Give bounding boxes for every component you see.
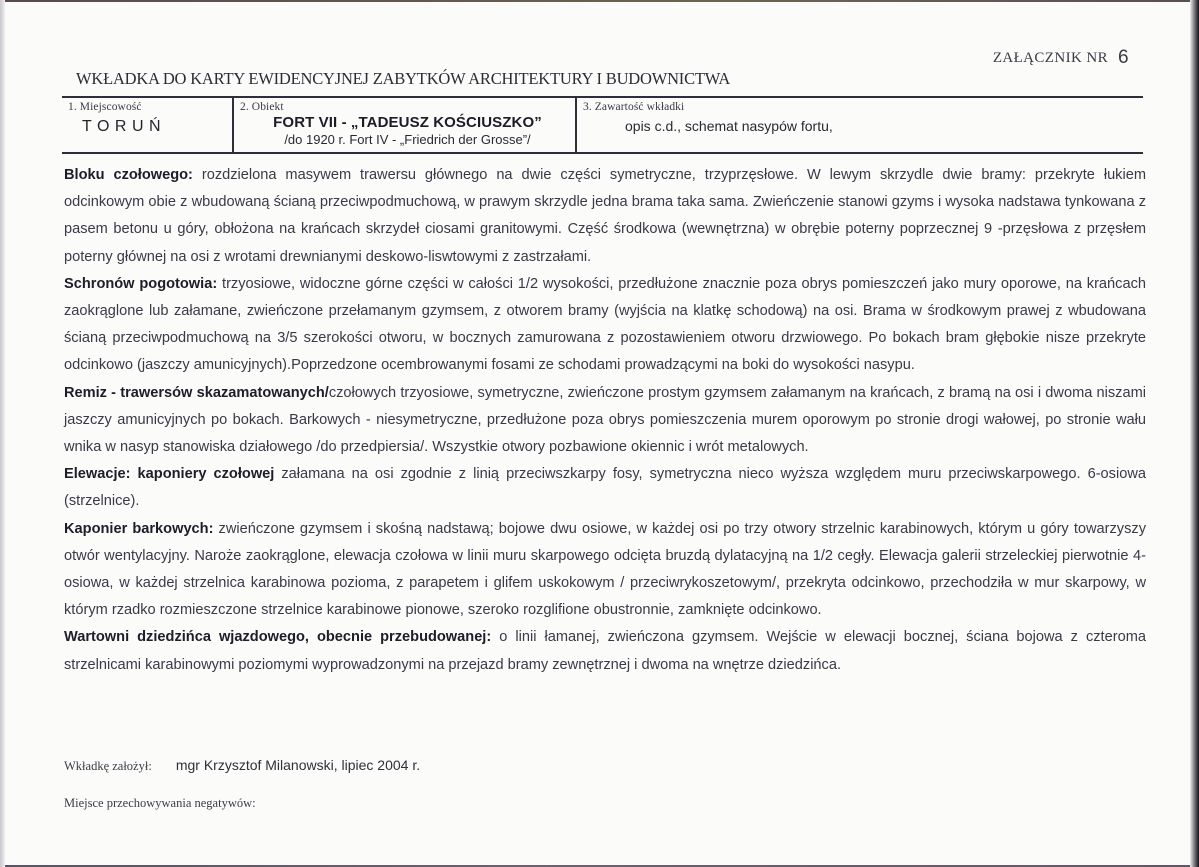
body-paragraph	[64, 380, 1146, 462]
locality-label: 1. Miejscowość	[68, 101, 142, 113]
locality-value: TORUŃ	[82, 118, 167, 135]
body-paragraph	[64, 271, 1146, 380]
body-paragraph-heading: Elewacje: kaponiery czołowej	[64, 466, 275, 483]
body-text	[64, 162, 1146, 679]
info-table	[62, 96, 1143, 154]
body-paragraph	[64, 624, 1146, 678]
annex-number-line	[993, 47, 1129, 69]
body-paragraph-text: zwieńczone gzymsem i skośną nadstawą; bojowe dwu osiowe, w każdej osi po trzy otwory strzelnic karabinowych, którym u góry towarzyszy otwór wentylacyjny. Naroże zaokrąglone, elewacja czołowa w linii muru skarpowego odcięta bruzdą dylatacyjną na 1/2 cegły. Elewacja galerii strzeleckiej pierwotnie 4-osiowa, w każdej strzelnica karabinowa pozioma, z parapetem i glifem uskokowym / przeciwrykoszetowym/, przekryta odcinkowo, przechodziła w mur skarpowy, w którym rzadko rozmieszczone strzelnice karabinowe pionowe, szeroko rozglifione obustronnie, zamknięte odcinkowo.	[64, 520, 1146, 619]
object-label: 2. Obiekt	[240, 101, 284, 113]
body-paragraph-heading: Schronów pogotowia:	[64, 275, 218, 292]
body-paragraph-text: rozdzielona masywem trawersu głównego na dwie części symetryczne, trzyprzęsłowe. W lewym skrzydle dwie bramy: przekryte łukiem odcinkowym obie z wbudowaną ścianą przeciwpodmuchową, w prawym skrzydle jedna brama taka sama. Zwieńczenie stanowi gzyms i wysoka nadstawa tynkowana z pasem betonu u góry, obłożona na krańcach skrzydeł ciosami granitowymi. Część środkowa (wewnętrzna) w obrębie poterny poprzecznej 9 -przęsłowa z przęsłem poterny głównej na osi z wrotami drewnianymi deskowo-liswtowymi z zastrzałami.	[64, 167, 1146, 265]
info-cell-locality	[62, 98, 232, 152]
annex-number: 6	[1118, 47, 1129, 68]
body-paragraph-heading: Remiz - trawersów skazamatowanych/	[64, 384, 329, 401]
body-paragraph-text: trzyosiowe, widoczne górne części w całości 1/2 wysokości, przedłużone znacznie poza obrys pomieszczeń jako mury oporowe, na krańcach zaokrąglone lub załamane, zwieńczone przełamanym gzymsem, z otworem bramy (wyjścia na klatkę schodową) na osi. Brama w środkowym prawej z wbudowana ścianą przeciwpodmuchową na 3/5 szerokości otworu, w bocznych zamurowana z pozostawieniem otworu drzwiowego. Po bokach bram głębokie nisze przekryte odcinkowo (jaszczy amunicyjnych).Poprzedzone ocembrowanymi fosami ze schodami prowadzącymi na boki do wysokości nasypu.	[64, 275, 1146, 374]
scan-edge-top	[0, 0, 1199, 2]
footer-negatives-row	[64, 796, 1064, 811]
page-title: WKŁADKA DO KARTY EWIDENCYJNEJ ZABYTKÓW ARCHITEKTURY I BUDOWNICTWA	[76, 69, 731, 88]
content-value: opis c.d., schemat nasypów fortu,	[625, 118, 833, 134]
info-cell-object	[232, 98, 575, 152]
object-value-sub: /do 1920 r. Fort IV - „Friedrich der Grosse”/	[284, 132, 531, 147]
scan-edge-right	[1190, 0, 1199, 867]
content-label: 3. Zawartość wkładki	[583, 101, 685, 113]
negatives-label: Miejsce przechowywania negatywów:	[64, 796, 256, 810]
footer	[64, 757, 1064, 811]
body-paragraph-heading: Wartowni dziedzińca wjazdowego, obecnie przebudowanej:	[64, 629, 492, 646]
footer-founder-row	[64, 757, 1064, 774]
founder-label: Wkładkę założył:	[64, 759, 152, 773]
annex-label: ZAŁĄCZNIK NR	[992, 50, 1109, 66]
body-paragraph-heading: Bloku czołowego:	[64, 167, 193, 183]
body-paragraph	[64, 516, 1146, 625]
body-paragraph-heading: Kaponier barkowych:	[64, 520, 214, 537]
body-paragraph	[64, 162, 1146, 271]
body-paragraph-text: załamana na osi zgodnie z linią przeciwszkarpy fosy, symetryczna nieco wyższa względem muru przeciwskarpowego. 6-osiowa (strzelnice).	[64, 466, 1146, 510]
scan-edge-left	[0, 0, 5, 867]
body-paragraph-text: o linii łamanej, zwieńczona gzymsem. Wejście w elewacji bocznej, ściana bojowa z czteroma strzelnicami karabinowymi poziomymi wyprowadzonymi na przejazd bramy zewnętrznej i dwoma na wnętrze dziedzińca.	[64, 629, 1146, 673]
info-cell-content	[575, 98, 1143, 152]
body-paragraph-text: czołowych trzyosiowe, symetryczne, zwieńczone prostym gzymsem załamanym na krańcach, z bramą na osi i dwoma niszami jaszczy amunicyjnych po bokach. Barkowych - niesymetryczne, przedłużone poza obrys pomieszczenia murem oporowym po stronie drogi wałowej, po stronie wału wnika w nasyp stanowiska działowego /do przedpiersia/. Wszystkie otwory pozbawione okiennic i wrót metalowych.	[64, 384, 1146, 456]
body-paragraph	[64, 461, 1146, 515]
object-value-main: FORT VII - „TADEUSZ KOŚCIUSZKO”	[273, 114, 542, 131]
founder-value: mgr Krzysztof Milanowski, lipiec 2004 r.	[175, 757, 421, 773]
